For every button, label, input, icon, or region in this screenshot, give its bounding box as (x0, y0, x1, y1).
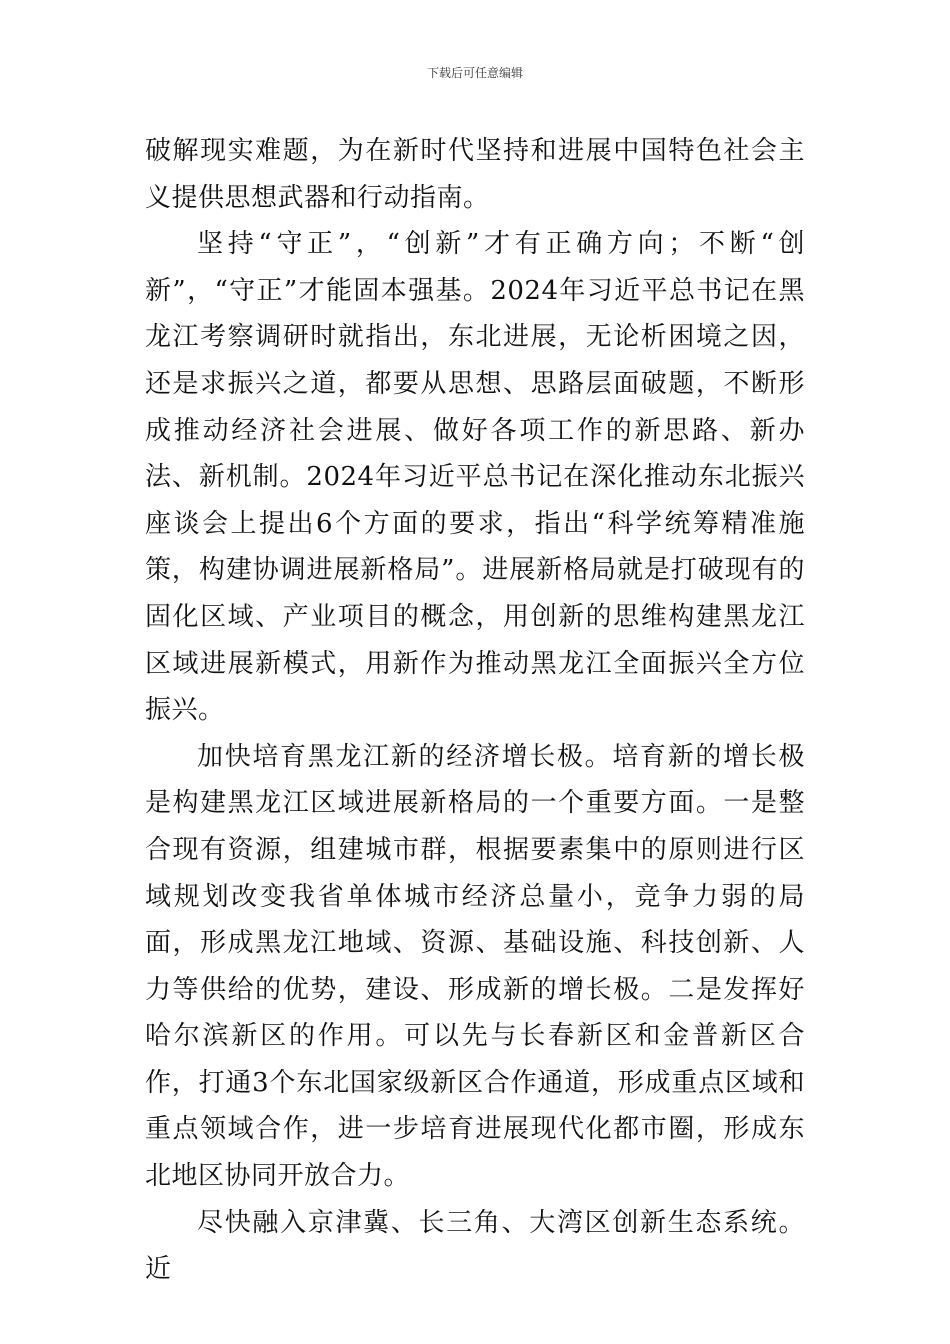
paragraph-4: 尽快融入京津冀、长三角、大湾区创新生态系统。近 (145, 1207, 805, 1285)
paragraph-1: 破解现实难题，为在新时代坚持和进展中国特色社会主义提供思想武器和行动指南。 (145, 136, 805, 213)
page-header: 下载后可任意编辑 (426, 66, 523, 80)
document-body (145, 128, 805, 1293)
paragraph-3: 加快培育黑龙江新的经济增长极。培育新的增长极是构建黑龙江区域进展新格局的一个重要方面。一是整合现有资源，组建城市群，根据要素集中的原则进行区域规划改变我省单体城市经济总量小，竞争力弱的局面，形成黑龙江地域、资源、基础设施、科技创新、人力等供给的优势，建设、形成新的增长极。二是发挥好哈尔滨新区的作用。可以先与长春新区和金普新区合作，打通3个东北国家级新区合作通道，形成重点区域和重点领域合作，进一步培育进展现代化都市圈，形成东北地区协同开放合力。 (145, 741, 805, 1192)
paragraph-2: 坚持“守正”，“创新”才有正确方向；不断“创新”，“守正”才能固本强基。2024年习近平总书记在黑龙江考察调研时就指出，东北进展，无论析困境之因，还是求振兴之道，都要从思想、思路层面破题，不断形成推动经济社会进展、做好各项工作的新思路、新办法、新机制。2024年习近平总书记在深化推动东北振兴座谈会上提出6个方面的要求，指出“科学统筹精准施策，构建协调进展新格局”。进展新格局就是打破现有的固化区域、产业项目的概念，用创新的思维构建黑龙江区域进展新模式，用新作为推动黑龙江全面振兴全方位振兴。 (145, 229, 805, 726)
